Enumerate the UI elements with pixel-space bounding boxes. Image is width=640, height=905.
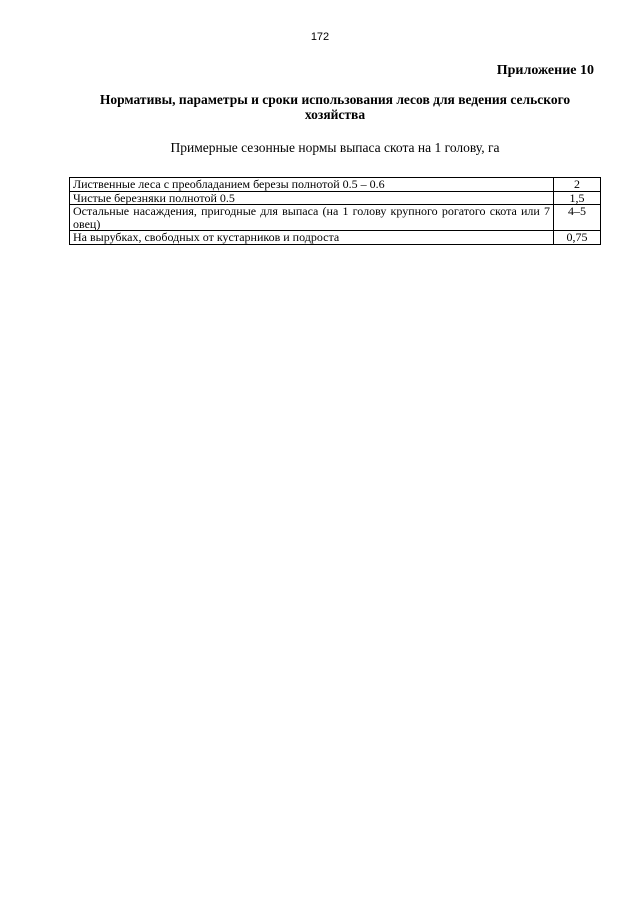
table-row [70, 178, 601, 192]
row-description: Остальные насаждения, пригодные для выпаса (на 1 голову крупного рогатого скота или 7 овец) [70, 205, 554, 231]
table-row [70, 205, 601, 231]
row-value: 4–5 [554, 205, 601, 231]
appendix-label: Приложение 10 [496, 63, 594, 78]
row-description: Чистые березняки полнотой 0.5 [70, 191, 554, 205]
row-value: 1,5 [554, 191, 601, 205]
row-value: 2 [554, 178, 601, 192]
table-row [70, 191, 601, 205]
row-description: На вырубках, свободных от кустарников и подроста [70, 231, 554, 245]
page-number: 172 [310, 31, 330, 43]
table-caption: Примерные сезонные нормы выпаса скота на 1 голову, га [170, 140, 500, 155]
row-value: 0,75 [554, 231, 601, 245]
table-row [70, 231, 601, 245]
grazing-norms-table [69, 177, 601, 245]
row-description: Лиственные леса с преобладанием березы полнотой 0.5 – 0.6 [70, 178, 554, 192]
document-title: Нормативы, параметры и сроки использования лесов для ведения сельского хозяйства [99, 92, 571, 122]
